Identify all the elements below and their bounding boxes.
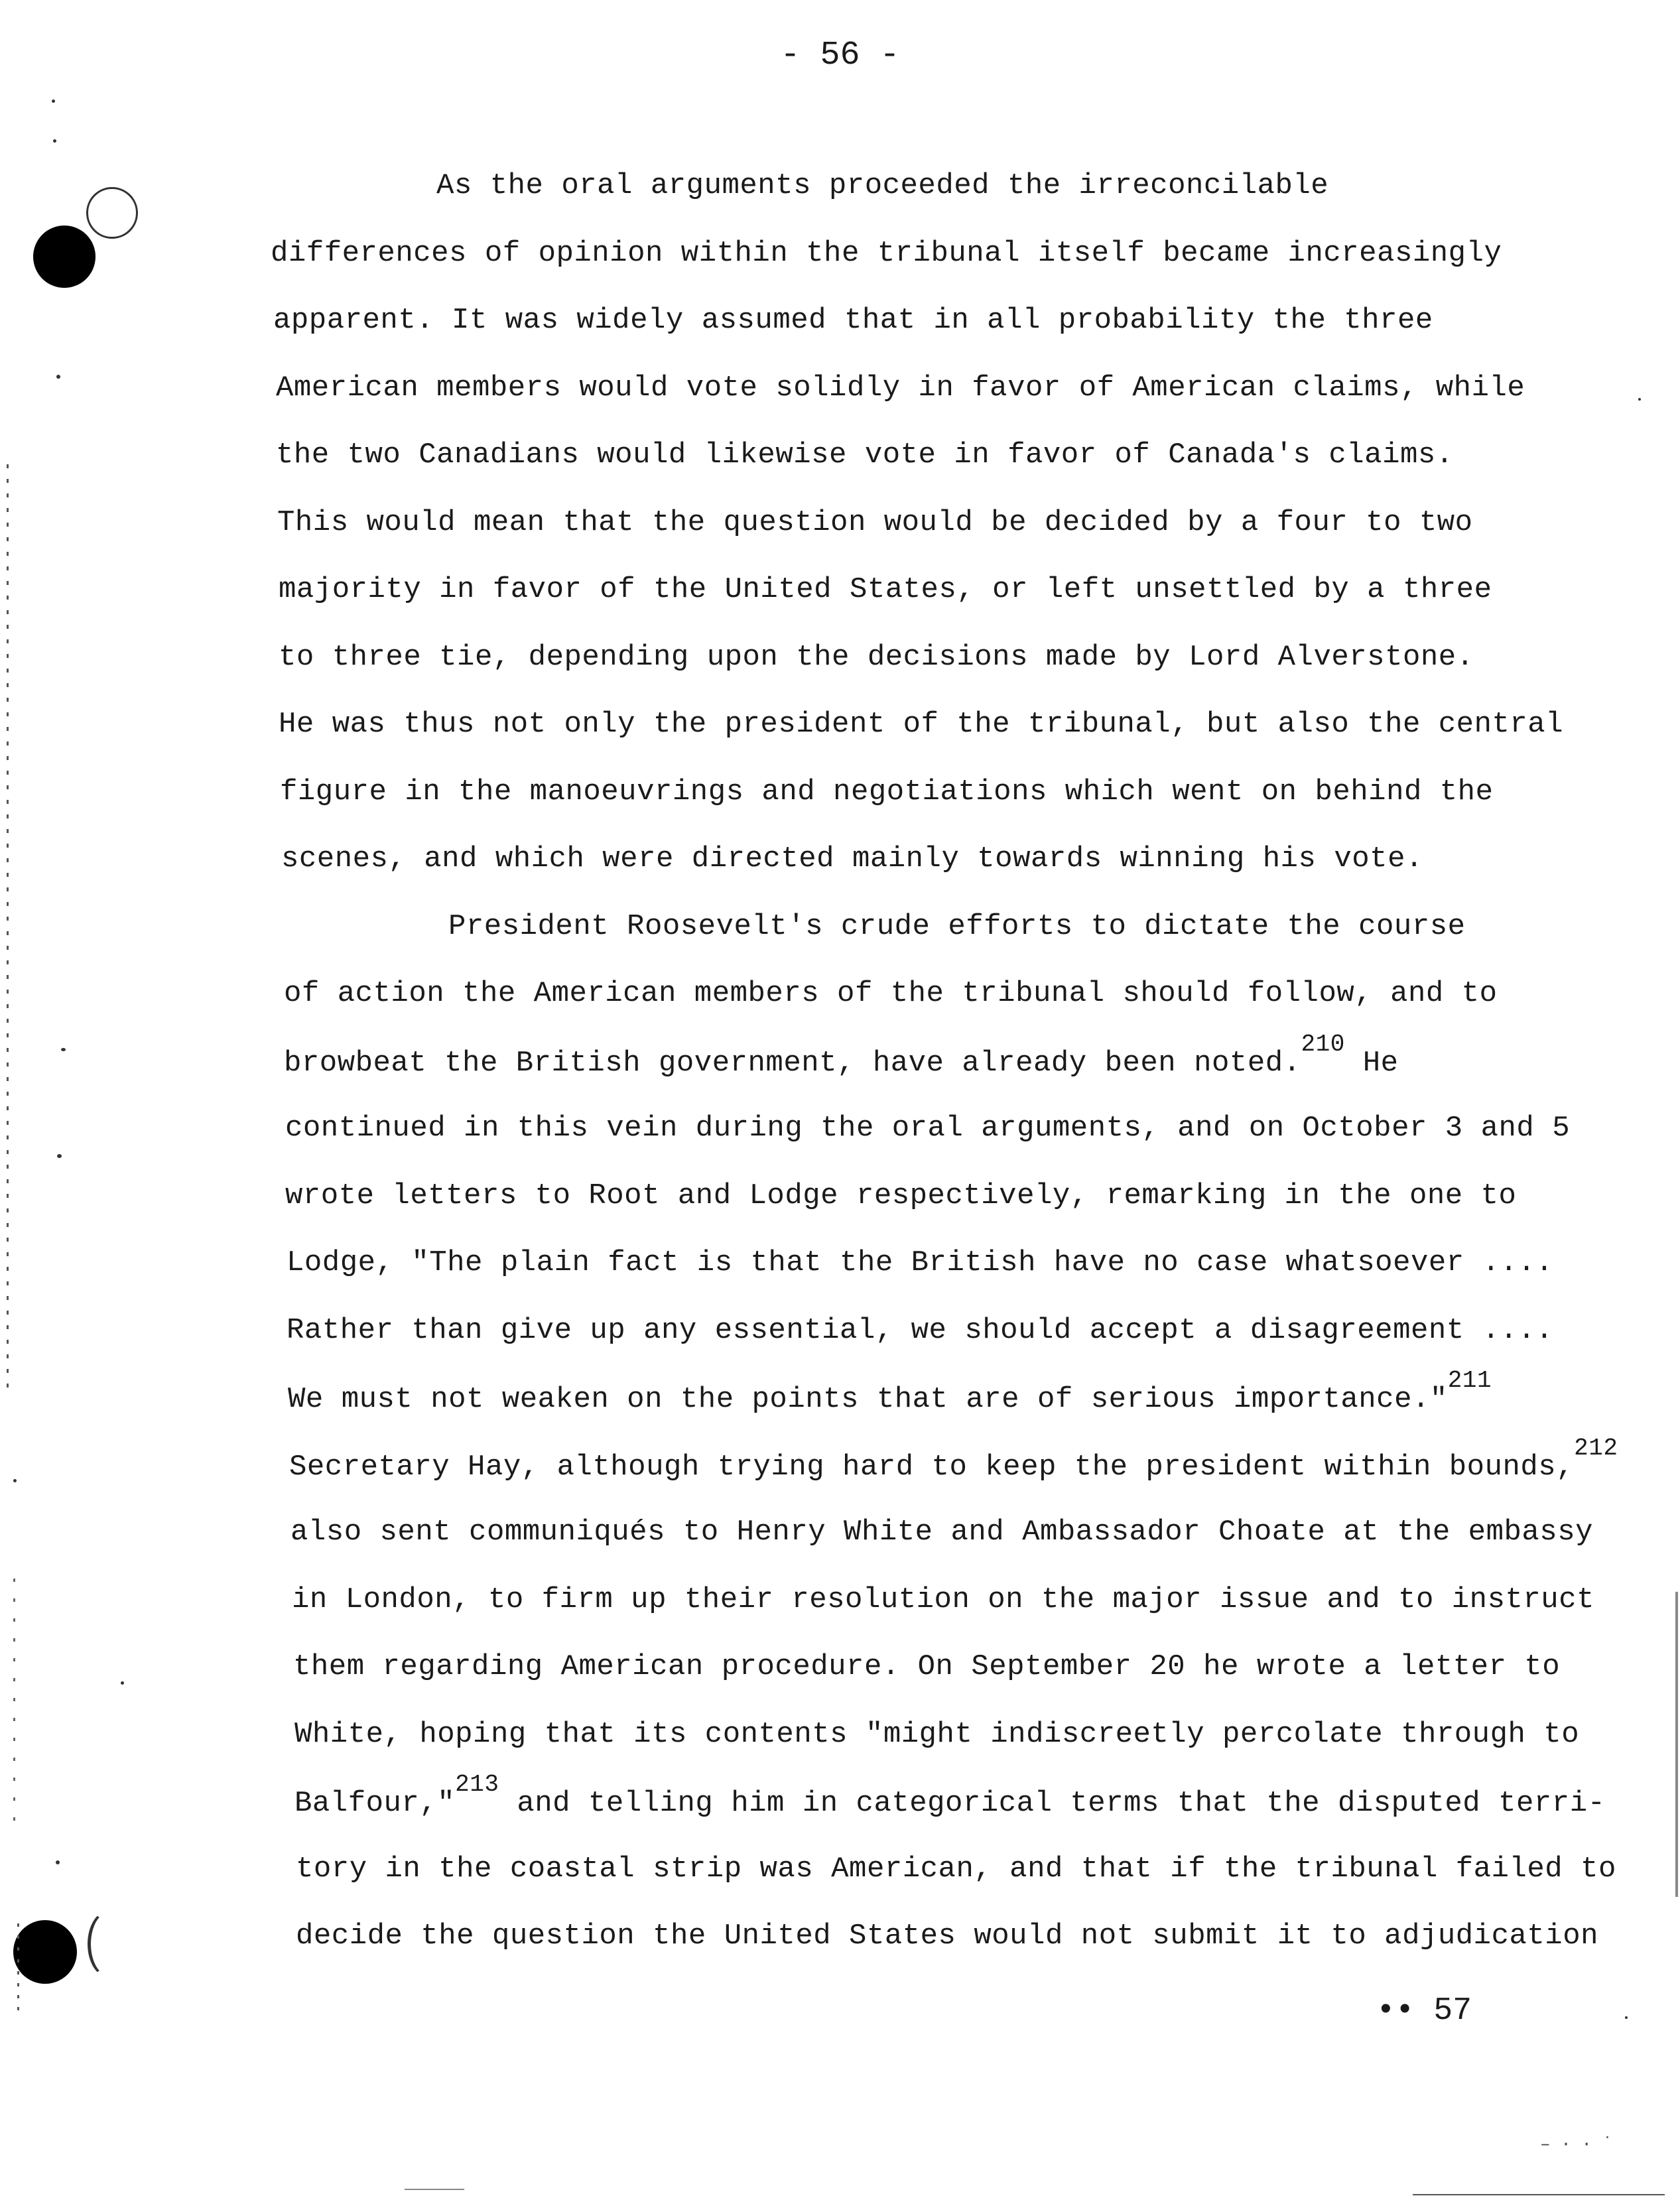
binding-edge-dots	[13, 1579, 15, 1831]
text-line: We must not weaken on the points that are of serious importance."$^{211}$	[288, 1367, 1492, 1416]
text-line: As the oral arguments proceeded the irreconcilable	[436, 169, 1329, 202]
text-line: tory in the coastal strip was American, and that if the tribunal failed to	[296, 1852, 1616, 1886]
continuation-page-marker: •• 57	[1376, 1993, 1472, 2029]
text-line: President Roosevelt's crude efforts to dictate the course	[448, 910, 1466, 943]
footnote-marker: 211	[1447, 1367, 1492, 1394]
text-line: apparent. It was widely assumed that in all probability the three	[273, 304, 1433, 337]
margin-speck	[1625, 2016, 1628, 2019]
text-line: also sent communiqués to Henry White and Ambassador Choate at the embassy	[291, 1516, 1594, 1549]
bottom-corner-mark: – · · ˙	[1540, 2134, 1613, 2154]
bottom-rule-mark	[405, 2189, 464, 2190]
punch-hole-solid-icon	[13, 1920, 77, 1984]
margin-speck	[13, 1479, 17, 1482]
bottom-rule-mark	[1413, 2194, 1665, 2195]
text-line: American members would vote solidly in favor of American claims, while	[276, 371, 1525, 405]
text-line: majority in favor of the United States, or left unsettled by a three	[279, 573, 1492, 606]
text-line: differences of opinion within the tribunal itself became increasingly	[271, 237, 1502, 270]
binding-edge-dots	[7, 464, 9, 1393]
punch-hole-outline-icon	[88, 1910, 131, 1978]
text-line: in London, to firm up their resolution on the major issue and to instruct	[292, 1583, 1595, 1616]
margin-speck	[57, 1154, 62, 1158]
text-line: scenes, and which were directed mainly towards winning his vote.	[281, 842, 1423, 875]
margin-speck	[1638, 398, 1641, 401]
text-line: continued in this vein during the oral arguments, and on October 3 and 5	[285, 1112, 1571, 1145]
margin-speck	[61, 1048, 66, 1051]
text-line: of action the American members of the tribunal should follow, and to	[284, 977, 1498, 1010]
footnote-marker: 213	[455, 1771, 499, 1798]
text-line: wrote letters to Root and Lodge respectively, remarking in the one to	[285, 1179, 1517, 1212]
text-line: Secretary Hay, although trying hard to keep the president within bounds,$^{212}$	[289, 1435, 1618, 1484]
text-line: He was thus not only the president of the tribunal, but also the central	[279, 708, 1564, 741]
punch-hole-outline-icon	[86, 187, 138, 239]
text-line: them regarding American procedure. On September 20 he wrote a letter to	[293, 1650, 1561, 1683]
margin-speck	[121, 1681, 124, 1685]
margin-speck	[52, 99, 55, 103]
text-line: browbeat the British government, have already been noted.$^{210}$ He	[284, 1031, 1399, 1080]
text-line: Rather than give up any essential, we should accept a disagreement ....	[287, 1314, 1554, 1347]
text-line: Lodge, "The plain fact is that the British have no case whatsoever ....	[287, 1246, 1554, 1279]
margin-speck	[53, 139, 56, 143]
text-line: figure in the manoeuvrings and negotiations which went on behind the	[280, 775, 1494, 809]
footnote-marker: 210	[1301, 1031, 1345, 1058]
margin-speck	[56, 375, 60, 379]
text-line: Balfour,"$^{213}$ and telling him in categorical terms that the disputed terri-	[294, 1771, 1606, 1820]
text-line: the two Canadians would likewise vote in favor of Canada's claims.	[276, 438, 1454, 472]
text-line: decide the question the United States would not submit it to adjudication	[296, 1919, 1599, 1953]
text-line: This would mean that the question would be decided by a four to two	[277, 506, 1473, 539]
text-line: White, hoping that its contents "might indiscreetly percolate through to	[294, 1718, 1580, 1751]
text-line: to three tie, depending upon the decisions made by Lord Alverstone.	[279, 641, 1474, 674]
right-edge-shadow	[1675, 1592, 1678, 1897]
binding-edge-dots	[17, 1923, 19, 2016]
footnote-marker: 212	[1574, 1435, 1618, 1462]
punch-hole-solid-icon	[33, 226, 96, 288]
page-number: - 56 -	[780, 36, 900, 74]
margin-speck	[56, 1860, 60, 1864]
